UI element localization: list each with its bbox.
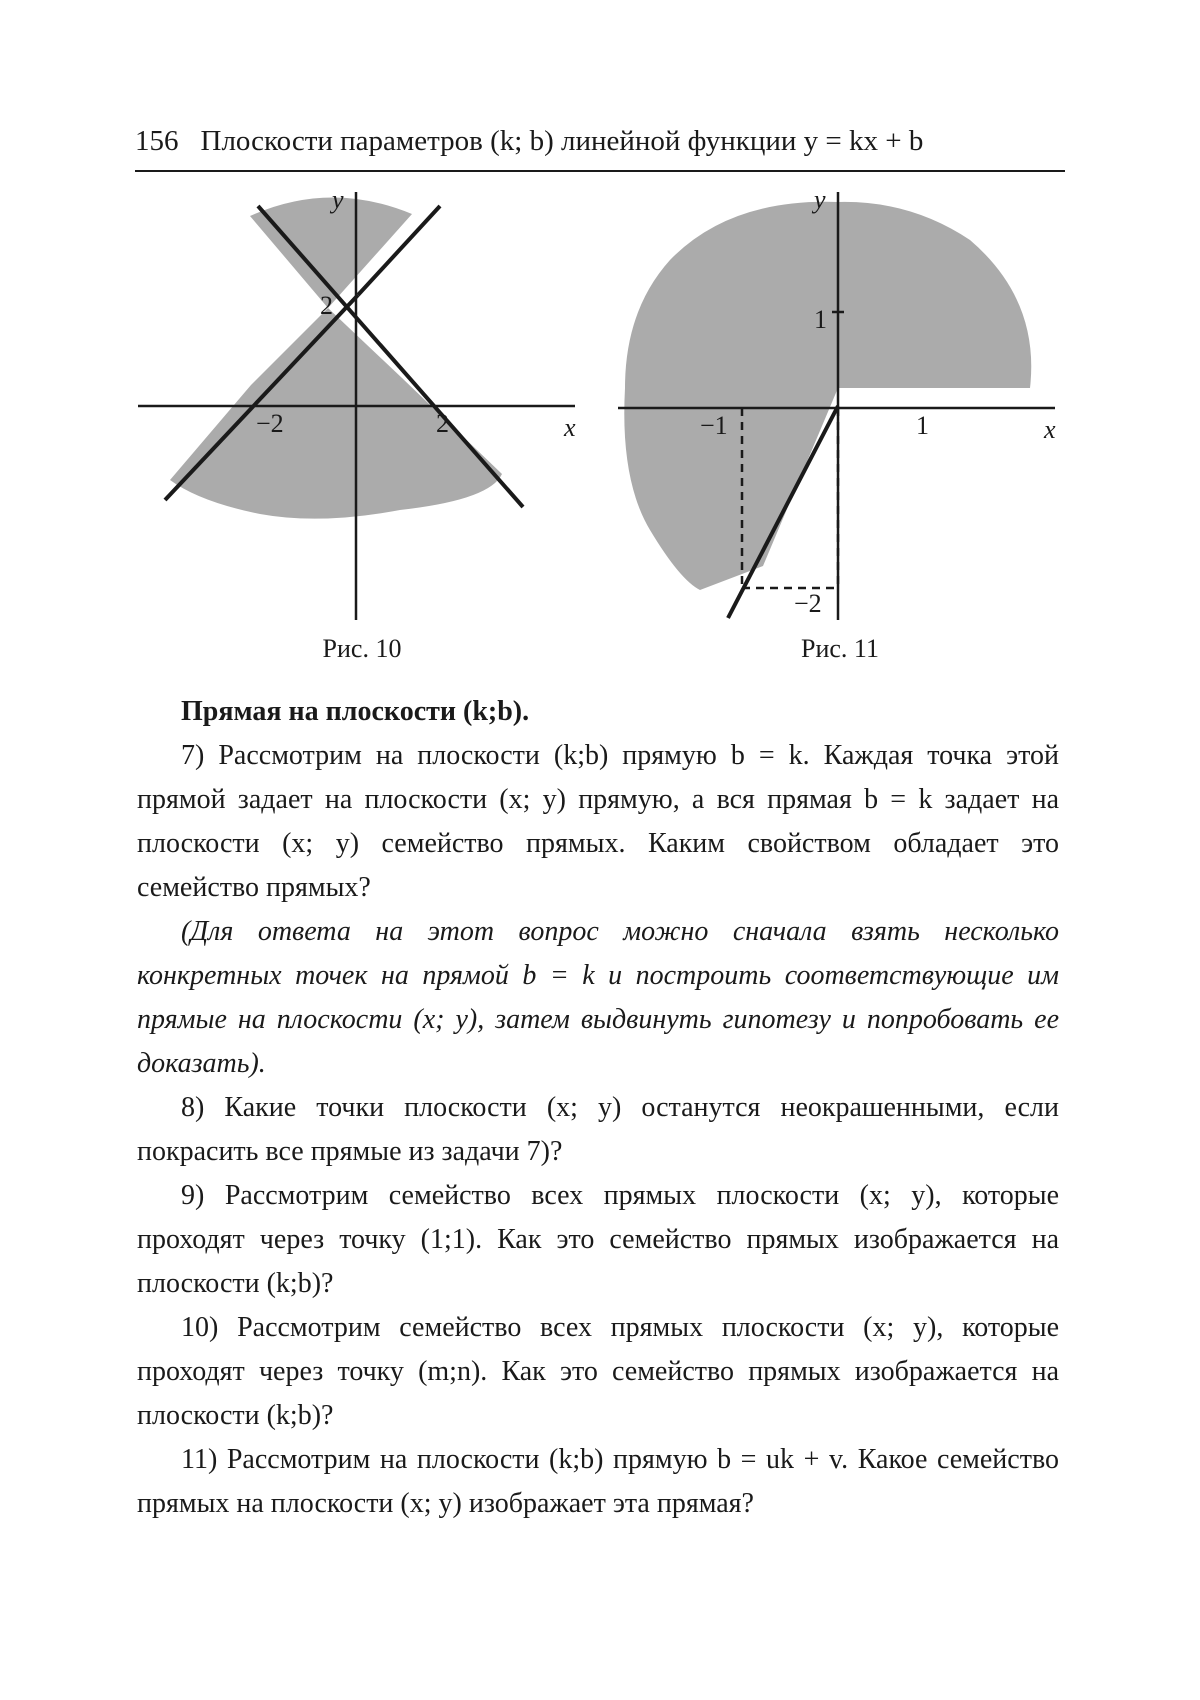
tick-label-y2: 2	[320, 291, 333, 320]
figure-10-graph	[130, 180, 590, 630]
tick-label-minus2: −2	[256, 409, 284, 438]
body-text	[137, 690, 1059, 1526]
tick-label-minus2: −2	[794, 589, 822, 618]
page-number: 156	[135, 125, 179, 157]
paragraph-8: 8) Какие точки плоскости (x; y) останутся неокрашенными, если покрасить все прямые из задачи 7)?	[137, 1092, 1059, 1167]
tick-label-y1: 1	[814, 305, 827, 334]
figure-10-caption: Рис. 10	[322, 634, 402, 663]
shaded-region	[624, 202, 1031, 590]
tick-label-x1: 1	[916, 411, 929, 440]
figure-11	[610, 180, 1070, 630]
paragraph-7: 7) Рассмотрим на плоскости (k;b) прямую b = k. Каждая точка этой прямой задает на плоскости (x; y) прямую, а вся прямая b = k задает на плоскости (x; y) семейство прямых. Каким свойством обладает это семейство прямых?	[137, 740, 1059, 903]
y-axis-label: y	[814, 185, 826, 214]
tick-label-minus1: −1	[700, 411, 728, 440]
x-axis-label: x	[564, 413, 576, 442]
running-title: Плоскости параметров (k; b) линейной функции y = kx + b	[200, 125, 924, 157]
paragraph-10: 10) Рассмотрим семейство всех прямых плоскости (x; y), которые проходят через точку (m;n). Как это семейство прямых изображается на плоскости (k;b)?	[137, 1312, 1059, 1431]
figure-10	[130, 180, 590, 630]
tick-label-x2: 2	[436, 409, 449, 438]
x-axis-label: x	[1044, 415, 1056, 444]
paragraph-hint: (Для ответа на этот вопрос можно сначала взять несколько конкретных точек на прямой b = k и построить соответствующие им прямые на плоскости (x; y), затем выдвинуть гипотезу и попробовать ее доказать).	[137, 916, 1059, 1079]
paragraph-9: 9) Рассмотрим семейство всех прямых плоскости (x; y), которые проходят через точку (1;1). Как это семейство прямых изображается на плоскости (k;b)?	[137, 1180, 1059, 1299]
page-header	[135, 118, 1065, 172]
shaded-region	[170, 197, 502, 518]
paragraph-11: 11) Рассмотрим на плоскости (k;b) прямую b = uk + v. Какое семейство прямых на плоскости (x; y) изображает эта прямая?	[137, 1444, 1059, 1519]
y-axis-label: y	[332, 185, 344, 214]
section-heading: Прямая на плоскости (k;b).	[181, 696, 530, 727]
figure-11-graph	[610, 180, 1070, 630]
figure-11-caption: Рис. 11	[801, 634, 879, 663]
